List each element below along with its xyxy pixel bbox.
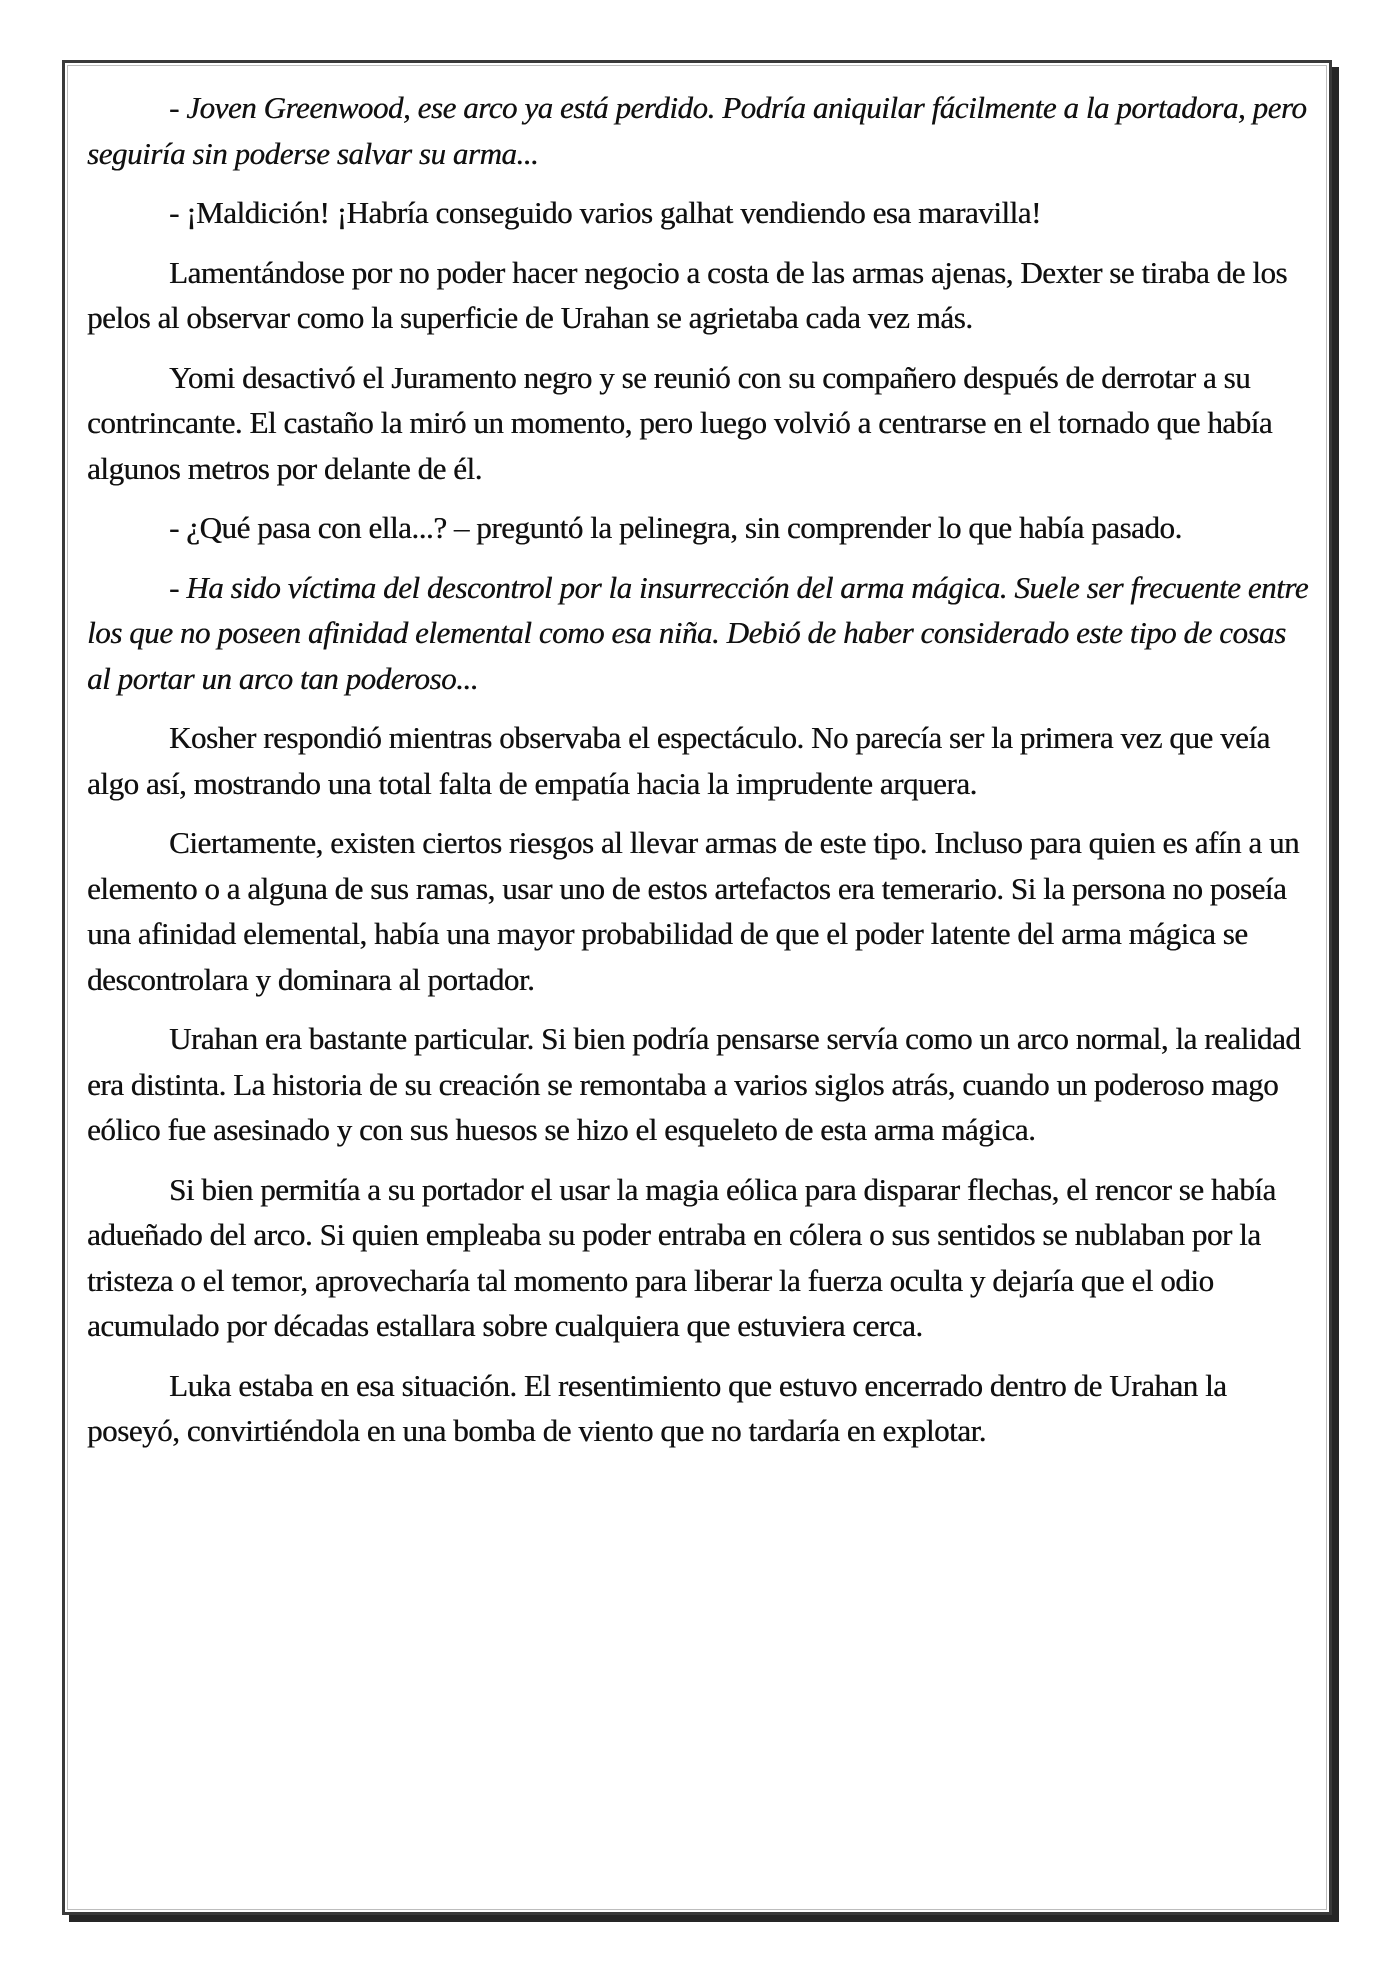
paragraph-2: [87, 190, 1313, 236]
paragraph-3: [87, 250, 1313, 341]
paragraph-9: [87, 1016, 1313, 1153]
page-frame: [62, 60, 1332, 1915]
paragraph-5: [87, 505, 1313, 551]
paragraph-text: Ha sido víctima del descontrol por la insurrección del arma mágica. Suele ser frecuente entre los que no poseen afinidad elemental como esa niña. Debió de haber considerado este tipo de cosas al portar un arco tan poderoso...: [87, 569, 1309, 696]
paragraph-8: [87, 820, 1313, 1002]
paragraph-4: [87, 355, 1313, 492]
document-body: [87, 85, 1313, 1468]
paragraph-text: Kosher respondió mientras observaba el espectáculo. No parecía ser la primera vez que veía algo así, mostrando una total falta de empatía hacia la imprudente arquera.: [87, 720, 1270, 801]
paragraph-text: Ciertamente, existen ciertos riesgos al llevar armas de este tipo. Incluso para quien es afín a un elemento o a alguna de sus ramas, usar uno de estos artefactos era temerario. Si la persona no poseía una afinidad elemental, había una mayor probabilidad de que el poder latente del arma mágica se descontrolara y dominara al portador.: [87, 825, 1300, 997]
paragraph-text: Si bien permitía a su portador el usar la magia eólica para disparar flechas, el rencor se había adueñado del arco. Si quien empleaba su poder entraba en cólera o sus sentidos se nublaban por la tristeza o el temor, aprovecharía tal momento para liberar la fuerza oculta y dejaría que el odio acumulado por décadas estallara sobre cualquiera que estuviera cerca.: [87, 1171, 1276, 1343]
paragraph-7: [87, 715, 1313, 806]
paragraph-text: - ¿Qué pasa con ella...? – preguntó la pelinegra, sin comprender lo que había pasado.: [169, 510, 1182, 545]
paragraph-11: [87, 1363, 1313, 1454]
dialogue-dash: -: [169, 90, 187, 125]
dialogue-dash: -: [169, 569, 187, 605]
paragraph-10: [87, 1167, 1313, 1349]
paragraph-text: Luka estaba en esa situación. El resentimiento que estuvo encerrado dentro de Urahan la poseyó, convirtiéndola en una bomba de viento que no tardaría en explotar.: [87, 1367, 1227, 1448]
paragraph-6: [87, 565, 1313, 702]
paragraph-text: Yomi desactivó el Juramento negro y se reunió con su compañero después de derrotar a su contrincante. El castaño la miró un momento, pero luego volvió a centrarse en el tornado que había algunos metros por delante de él.: [87, 359, 1273, 486]
paragraph-text: Joven Greenwood, ese arco ya está perdido. Podría aniquilar fácilmente a la portadora, pero seguiría sin poderse salvar su arma...: [87, 90, 1307, 171]
paragraph-text: Urahan era bastante particular. Si bien podría pensarse servía como un arco normal, la realidad era distinta. La historia de su creación se remontaba a varios siglos atrás, cuando un poderoso mago eólico fue asesinado y con sus huesos se hizo el esqueleto de esta arma mágica.: [87, 1021, 1301, 1147]
paragraph-1: [87, 85, 1313, 176]
paragraph-text: Lamentándose por no poder hacer negocio a costa de las armas ajenas, Dexter se tiraba de los pelos al observar como la superficie de Urahan se agrietaba cada vez más.: [87, 254, 1288, 335]
paragraph-text: - ¡Maldición! ¡Habría conseguido varios galhat vendiendo esa maravilla!: [169, 195, 1041, 230]
